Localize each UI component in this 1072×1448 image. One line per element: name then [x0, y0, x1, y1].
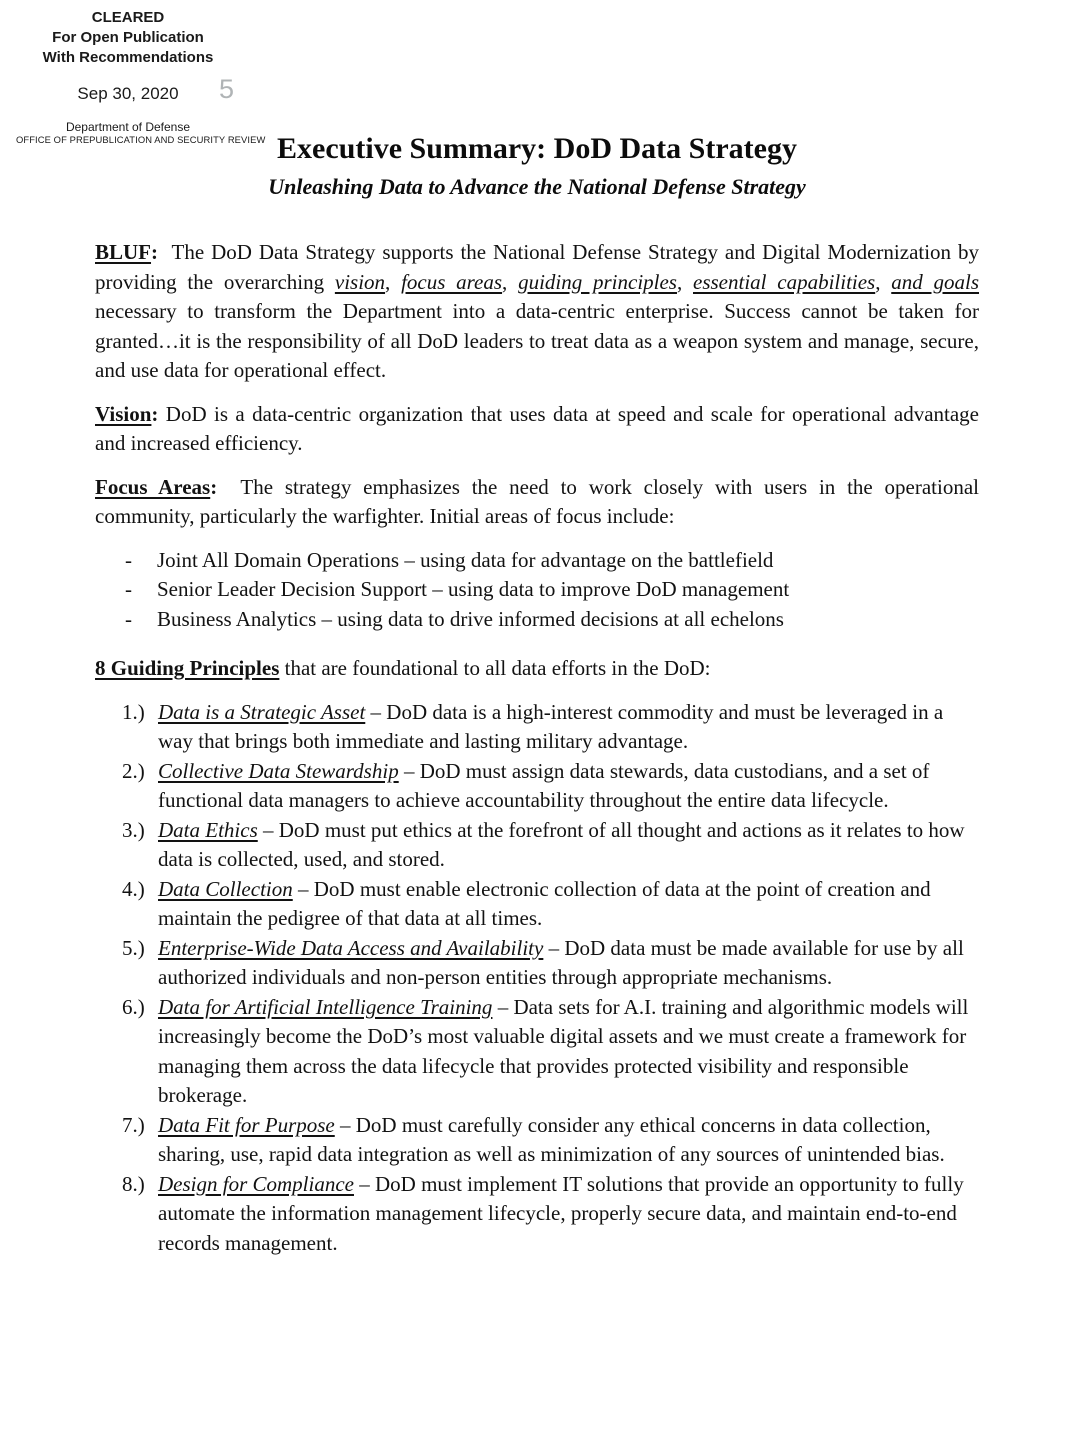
stamp-department: Department of Defense: [65, 120, 191, 134]
principle-term: Data for Artificial Intelligence Training: [158, 994, 493, 1019]
list-item: [95, 575, 979, 605]
list-item: [95, 757, 979, 816]
page-number: 5: [219, 74, 235, 104]
list-item: [95, 698, 979, 757]
item-number: 7.): [122, 1112, 145, 1137]
page-subtitle: Unleashing Data to Advance the National Defense Strategy: [268, 174, 806, 199]
term-essential-capabilities: essential capabilities: [693, 269, 876, 294]
stamp-recommendations-line: With Recommendations: [42, 49, 214, 66]
principle-description: – DoD data must be made available for use by all authorized individuals and non-person entities through appropriate mechanisms.: [158, 935, 964, 989]
document-body: [95, 132, 979, 1258]
focus-areas-lead: Focus Areas: [95, 474, 211, 499]
stamp-office: OFFICE OF PREPUBLICATION AND SECURITY REVIEW: [16, 134, 266, 145]
guiding-principles-list: [95, 698, 979, 1259]
bluf-paragraph: BLUF: The DoD Data Strategy supports the National Defense Strategy and Digital Modernization by providing the overarching vision, focus areas, guiding principles, essential capabilities, and goals necessary to transform the Department into a data-centric enterprise. Success cannot be taken for granted…it is the responsibility of all DoD leaders to treat data as a weapon system and manage, secure, and use data for operational effect.: [95, 240, 980, 382]
principle-term: Data is a Strategic Asset: [158, 699, 366, 724]
item-number: 8.): [122, 1171, 145, 1196]
list-item: [95, 993, 979, 1111]
bullet-dash: -: [125, 547, 132, 572]
principle-term: Enterprise-Wide Data Access and Availability: [158, 935, 544, 960]
bullet-text: Business Analytics – using data to drive informed decisions at all echelons: [157, 606, 784, 631]
principle-description: – DoD data is a high-interest commodity and must be leveraged in a way that brings both immediate and lasting military advantage.: [158, 699, 944, 753]
vision-paragraph: Vision: DoD is a data-centric organization that uses data at speed and scale for operational advantage and increased efficiency.: [95, 401, 979, 455]
principle-description: – DoD must implement IT solutions that provide an opportunity to fully automate the information management lifecycle, properly secure data, and maintain end-to-end records management.: [158, 1171, 964, 1255]
guiding-principles-lead: 8 Guiding Principles: [95, 656, 280, 680]
principle-term: Design for Compliance: [158, 1171, 354, 1196]
guiding-principles-heading: 8 Guiding Principles that are foundational to all data efforts in the DoD:: [95, 656, 711, 680]
principle-description: – Data sets for A.I. training and algorithmic models will increasingly become the DoD’s most valuable digital assets and we must create a framework for managing them across the data lifecycle that provides protected visibility and responsible brokerage.: [158, 994, 969, 1107]
bullet-text: Senior Leader Decision Support – using data to improve DoD management: [157, 577, 790, 601]
item-number: 2.): [122, 758, 145, 783]
item-number: 6.): [122, 994, 145, 1019]
term-vision: vision: [334, 269, 386, 294]
bullet-dash: -: [125, 577, 132, 601]
principle-description: – DoD must carefully consider any ethical concerns in data collection, sharing, use, rapid data integration as well as minimization of any sources of unintended bias.: [158, 1112, 945, 1166]
list-item: [95, 816, 979, 875]
principle-term: Data Fit for Purpose: [158, 1112, 335, 1137]
principle-description: – DoD must put ethics at the forefront of all thought and actions as it relates to how data is collected, used, and stored.: [158, 817, 965, 871]
term-focus-areas: focus areas: [401, 269, 503, 294]
stamp-date: Sep 30, 2020: [77, 84, 179, 103]
item-number: 4.): [122, 876, 145, 901]
list-item: [95, 934, 979, 993]
principle-term: Data Collection: [158, 876, 293, 901]
item-number: 3.): [122, 817, 145, 842]
clearance-stamp: [16, 8, 266, 145]
bullet-text: Joint All Domain Operations – using data for advantage on the battlefield: [157, 547, 774, 572]
stamp-cleared-line: CLEARED: [91, 9, 165, 26]
principle-description: – DoD must assign data stewards, data custodians, and a set of functional data managers to achieve accountability throughout the entire data lifecycle.: [158, 758, 930, 812]
focus-areas-paragraph: Focus Areas: The strategy emphasizes the need to work closely with users in the operational community, particularly the warfighter. Initial areas of focus include:: [95, 474, 979, 528]
vision-lead: Vision: [95, 401, 152, 426]
principle-description: – DoD must enable electronic collection of data at the point of creation and maintain the pedigree of that data at all times.: [158, 876, 931, 930]
item-number: 1.): [122, 699, 145, 724]
item-number: 5.): [122, 935, 145, 960]
page-title: Executive Summary: DoD Data Strategy: [277, 132, 797, 165]
bluf-lead: BLUF: [95, 240, 152, 264]
principle-term: Data Ethics: [158, 817, 258, 842]
list-item: [95, 1111, 979, 1170]
list-item: [95, 1170, 979, 1259]
term-goals: and goals: [891, 269, 980, 294]
principle-term: Collective Data Stewardship: [158, 758, 399, 783]
focus-areas-list: [95, 546, 979, 635]
stamp-open-publication-line: For Open Publication: [52, 29, 204, 46]
list-item: [95, 605, 979, 635]
list-item: [95, 875, 979, 934]
list-item: [95, 546, 979, 576]
bullet-dash: -: [125, 606, 132, 631]
term-guiding-principles: guiding principles: [518, 269, 677, 294]
